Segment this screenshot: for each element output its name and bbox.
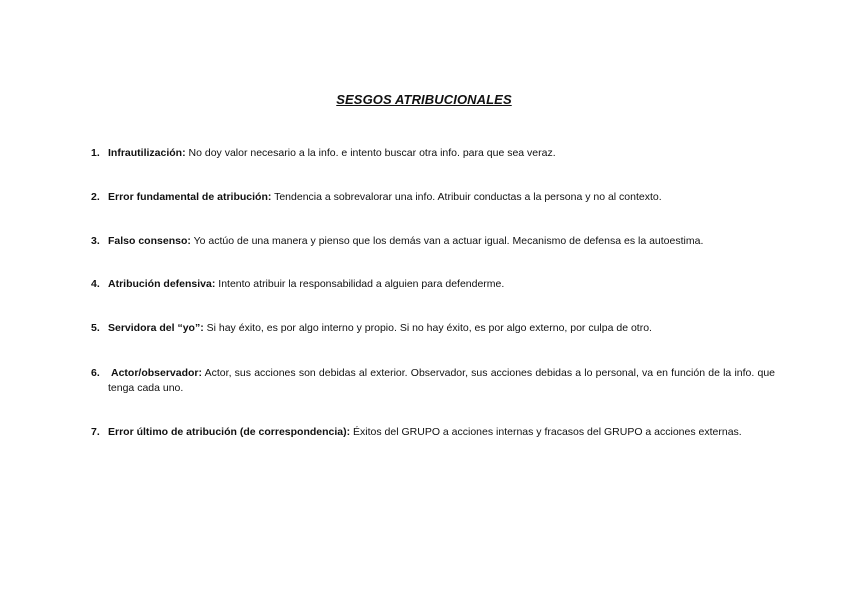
item-term: Error fundamental de atribución:	[108, 191, 272, 203]
item-number: 5.	[91, 322, 100, 334]
item-text: Actor, sus acciones son debidas al exterior. Observador, sus acciones debidas a lo personal, va en función de la info. que tenga cada uno.	[108, 367, 775, 394]
item-text: Yo actúo de una manera y pienso que los demás van a actuar igual. Mecanismo de defensa es la autoestima.	[193, 235, 704, 247]
list-item	[91, 366, 775, 396]
item-text: Tendencia a sobrevalorar una info. Atribuir conductas a la persona y no al contexto.	[274, 191, 662, 203]
item-term: Infrautilización:	[108, 147, 186, 159]
list-item	[91, 190, 775, 205]
list-item	[91, 277, 775, 292]
item-number: 4.	[91, 278, 100, 290]
item-term: Atribución defensiva:	[108, 278, 216, 290]
item-term: Servidora del “yo”:	[108, 322, 204, 334]
item-body	[108, 234, 775, 249]
item-term: Error último de atribución (de correspondencia):	[108, 426, 351, 438]
item-body	[108, 277, 775, 292]
item-number: 2.	[91, 191, 100, 203]
item-number: 3.	[91, 235, 100, 247]
list-item	[91, 425, 775, 440]
item-text: Si hay éxito, es por algo interno y propio. Si no hay éxito, es por algo externo, por culpa de otro.	[206, 322, 652, 334]
item-text: Éxitos del GRUPO a acciones internas y fracasos del GRUPO a acciones externas.	[353, 426, 742, 438]
item-number: 6.	[91, 367, 100, 379]
list-item	[91, 146, 775, 161]
item-text: Intento atribuir la responsabilidad a alguien para defenderme.	[218, 278, 505, 290]
item-body	[108, 425, 775, 440]
item-body	[108, 366, 775, 396]
item-body	[108, 190, 775, 205]
list-item	[91, 321, 775, 336]
item-number: 1.	[91, 147, 100, 159]
item-text: No doy valor necesario a la info. e intento buscar otra info. para que sea veraz.	[188, 147, 556, 159]
item-body	[108, 321, 775, 336]
page-title: SESGOS ATRIBUCIONALES	[336, 92, 512, 107]
list-item	[91, 234, 775, 249]
item-body	[108, 146, 775, 161]
item-term: Actor/observador:	[111, 367, 203, 379]
item-number: 7.	[91, 426, 100, 438]
item-term: Falso consenso:	[108, 235, 191, 247]
